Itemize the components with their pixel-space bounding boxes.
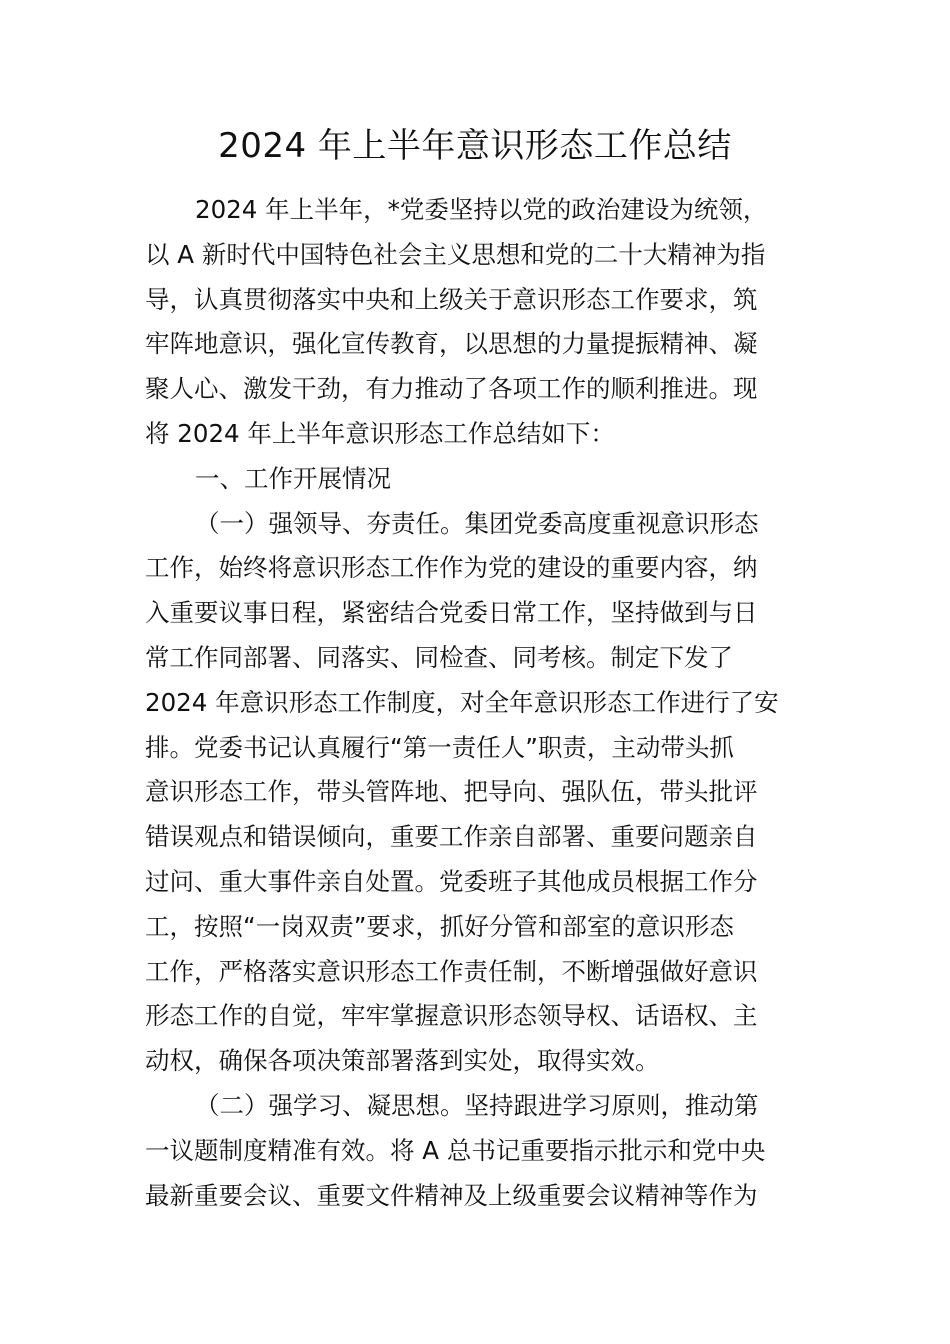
text-line: 导，认真贯彻落实中央和上级关于意识形态工作要求，筑 [145,284,758,314]
text-line: 过问、重大事件亲自处置。党委班子其他成员根据工作分 [145,866,758,896]
text-line: 聚人心、激发干劲，有力推动了各项工作的顺利推进。现 [145,374,758,404]
text-line: 错误观点和错误倾向，重要工作亲自部署、重要问题亲自 [145,822,758,852]
text-line: 工作，始终将意识形态工作作为党的建设的重要内容，纳 [145,553,758,583]
text-line: 形态工作的自觉，牢牢掌握意识形态领导权、话语权、主 [145,1001,758,1031]
text-line: 动权，确保各项决策部署落到实处，取得实效。 [145,1046,660,1076]
text-line: （一）强领导、夯责任。集团党委高度重视意识形态 [195,508,759,538]
text-line: （二）强学习、凝思想。坚持跟进学习原则，推动第 [195,1090,759,1120]
text-line: 2024 年意识形态工作制度，对全年意识形态工作进行了安 [145,687,779,717]
text-line: 最新重要会议、重要文件精神及上级重要会议精神等作为 [145,1180,758,1210]
text-line: 工，按照“一岗双责”要求，抓好分管和部室的意识形态 [145,911,734,941]
text-line: 入重要议事日程，紧密结合党委日常工作，坚持做到与日 [145,598,758,628]
text-line: 将 2024 年上半年意识形态工作总结如下： [145,418,615,448]
document-body [145,188,803,1218]
text-line: 2024 年上半年，*党委坚持以党的政治建设为统领， [195,195,768,224]
text-line: 常工作同部署、同落实、同检查、同考核。制定下发了 [145,642,733,672]
text-line: 牢阵地意识，强化宣传教育，以思想的力量提振精神、凝 [145,329,758,359]
text-line: 排。党委书记认真履行“第一责任人”职责，主动带头抓 [145,732,734,762]
text-line: 一议题制度精准有效。将 A 总书记重要指示批示和党中央 [145,1135,766,1165]
text-line: 工作，严格落实意识形态工作责任制，不断增强做好意识 [145,956,758,986]
text-line: 以 A 新时代中国特色社会主义思想和党的二十大精神为指 [145,239,766,269]
document-title: 2024 年上半年意识形态工作总结 [218,126,732,166]
text-line: 意识形态工作，带头管阵地、把导向、强队伍，带头批评 [145,777,758,807]
text-line: 一、工作开展情况 [195,463,391,493]
